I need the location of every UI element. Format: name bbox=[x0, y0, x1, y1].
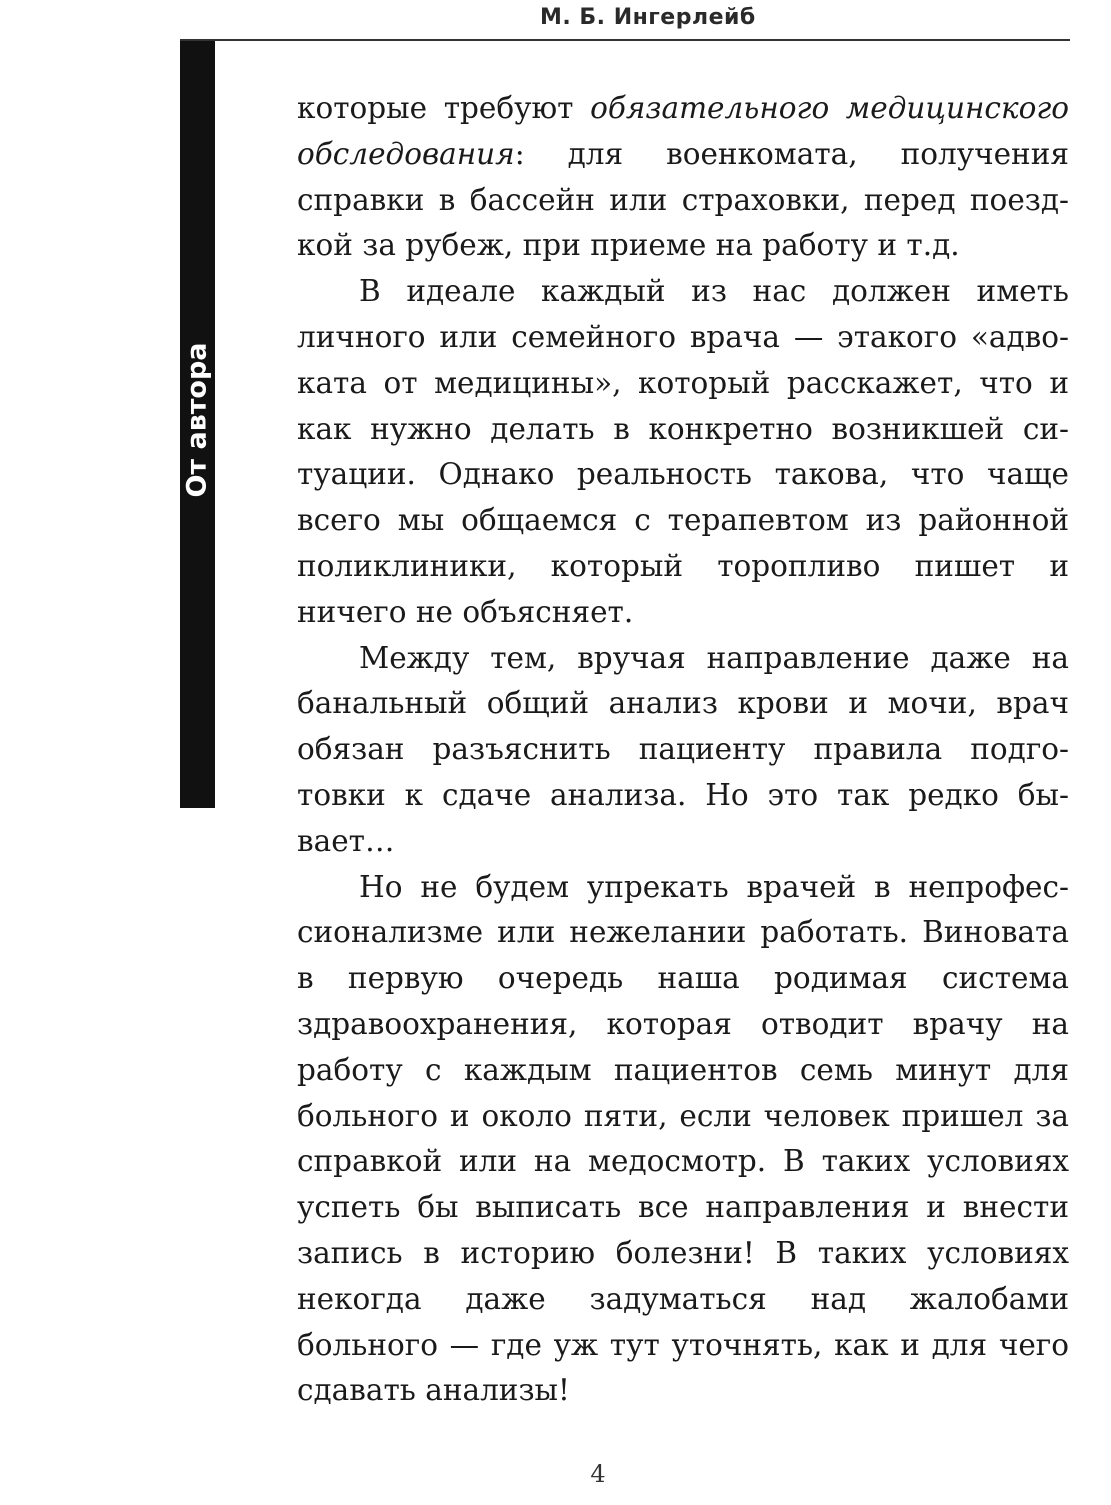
paragraph-3: Между тем, вручая направление даже на банальный общий анализ крови и мочи, врач обязан разъяснить пациенту правила подготовки к сдаче анализа. Но это так редко бывает… bbox=[297, 640, 1069, 858]
page-number: 4 bbox=[590, 1460, 606, 1488]
section-side-tab-label: От автора bbox=[181, 342, 213, 498]
paragraph-4: Но не будем упрекать врачей в непрофессионализме или нежелании работать. Виновата в первую очередь наша родимая система здравоохранения, которая отводит врачу на работу с каждым пациентов семь минут для больного и около пяти, если человек пришел за справкой или на медосмотр. В таких условиях успеть бы выписать все направления и внести запись в историю болезни! В таких условиях некогда даже задуматься над жалобами больного — где уж тут уточнять, как и для чего сдавать анализы! bbox=[297, 869, 1069, 1408]
running-head-author: М. Б. Ингерлейб bbox=[540, 5, 756, 30]
paragraph-1-end: : для военкомата, получения справки в бассейн или страховки, перед поездкой за рубеж, при приеме на работу и т.д. bbox=[297, 136, 1069, 263]
header-rule bbox=[180, 39, 1070, 41]
paragraph-1-start: которые требуют bbox=[297, 91, 591, 125]
paragraph-1 bbox=[297, 86, 1069, 269]
paragraph-1-emphasis: обязательного медицинского обследования bbox=[297, 91, 1070, 171]
paragraph-2: В идеале каждый из нас должен иметь личного или семейного врача — этакого «адвоката от медицины», который расскажет, что и как нужно делать в конкретно возникшей ситуации. Однако реальность такова, что чаще всего мы общаемся с терапевтом из районной поликлиники, который торопливо пишет и ничего не объясняет. bbox=[297, 274, 1069, 629]
main-text bbox=[297, 86, 1069, 1414]
